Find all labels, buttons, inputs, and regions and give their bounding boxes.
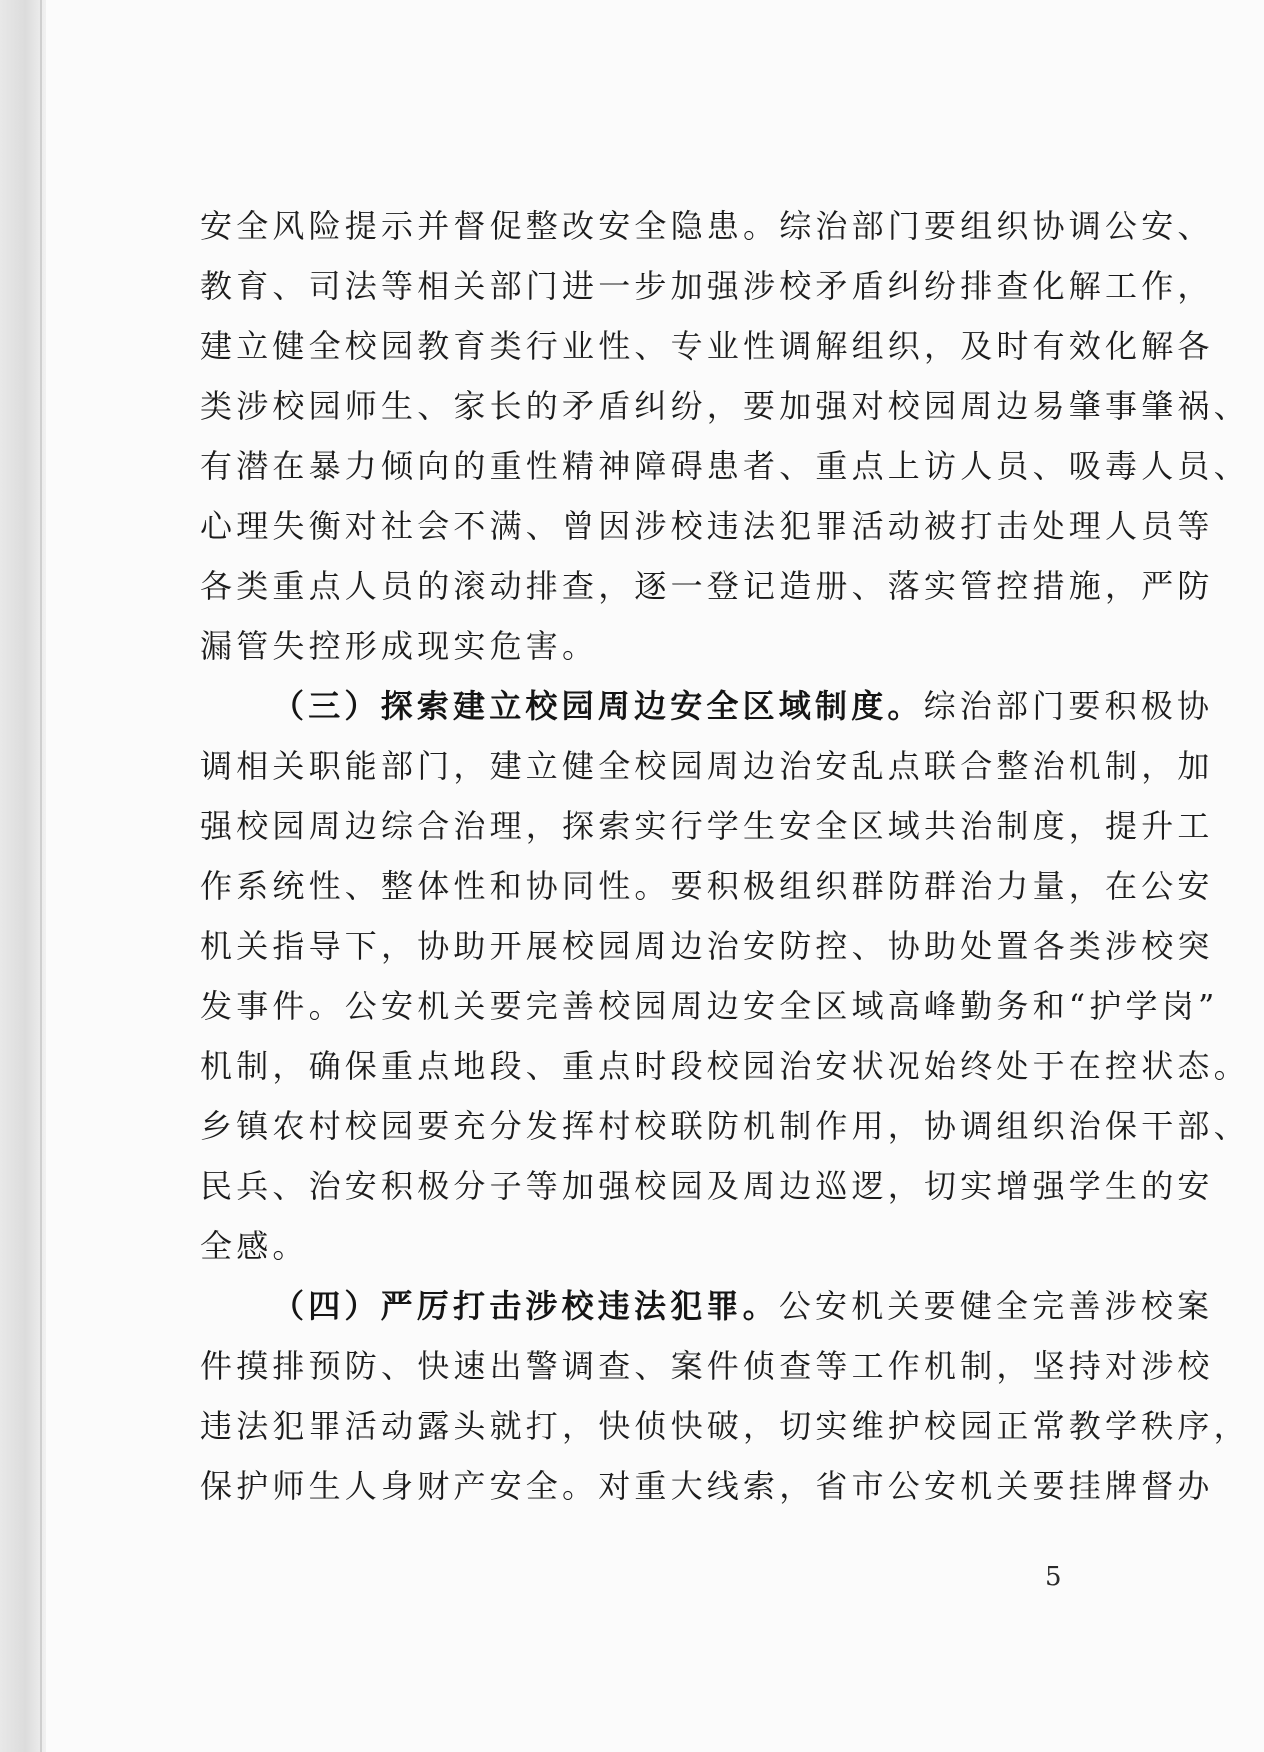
paragraph-line: 机关指导下，协助开展校园周边治安防控、协助处置各类涉校突 [200, 927, 1214, 965]
paragraph-line: 漏管失控形成现实危害。 [200, 627, 599, 665]
paragraph-line: 作系统性、整体性和协同性。要积极组织群防群治力量，在公安 [200, 867, 1214, 905]
paragraph-line: 机制，确保重点地段、重点时段校园治安状况始终处于在控状态。 [200, 1047, 1250, 1085]
section-3-first-line [200, 676, 1214, 736]
paragraph-line: 调相关职能部门，建立健全校园周边治安乱点联合整治机制，加 [200, 747, 1214, 785]
paragraph-line: 建立健全校园教育类行业性、专业性调解组织，及时有效化解各 [200, 327, 1214, 365]
section-3-heading: （三）探索建立校园周边安全区域制度。 [272, 687, 924, 725]
paragraph-line: 安全风险提示并督促整改安全隐患。综治部门要组织协调公安、 [200, 207, 1214, 245]
section-4-first-line [200, 1276, 1214, 1336]
scan-binding-line [40, 0, 42, 1752]
paragraph-line: 保护师生人身财产安全。对重大线索，省市公安机关要挂牌督办 [200, 1467, 1214, 1505]
section-3-first-line-text: 综治部门要积极协 [923, 687, 1214, 725]
paragraph-line: 各类重点人员的滚动排查，逐一登记造册、落实管控措施，严防 [200, 567, 1214, 605]
paragraph-line: 全感。 [200, 1227, 309, 1265]
paragraph-line: 类涉校园师生、家长的矛盾纠纷，要加强对校园周边易肇事肇祸、 [200, 387, 1250, 425]
section-4-first-line-text: 公安机关要健全完善涉校案 [778, 1287, 1214, 1325]
paragraph-line: 强校园周边综合治理，探索实行学生安全区域共治制度，提升工 [200, 807, 1214, 845]
paragraph-line: 违法犯罪活动露头就打，快侦快破，切实维护校园正常教学秩序， [200, 1407, 1250, 1445]
section-4-heading: （四）严厉打击涉校违法犯罪。 [272, 1287, 779, 1325]
paragraph-line: 乡镇农村校园要充分发挥村校联防机制作用，协调组织治保干部、 [200, 1107, 1250, 1145]
paragraph-line: 件摸排预防、快速出警调查、案件侦查等工作机制，坚持对涉校 [200, 1347, 1214, 1385]
paragraph-line: 教育、司法等相关部门进一步加强涉校矛盾纠纷排查化解工作， [200, 267, 1214, 305]
paragraph-line: 心理失衡对社会不满、曾因涉校违法犯罪活动被打击处理人员等 [200, 507, 1214, 545]
document-body [200, 196, 1250, 1516]
paragraph-line: 民兵、治安积极分子等加强校园及周边巡逻，切实增强学生的安 [200, 1167, 1214, 1205]
page-number: 5 [1045, 1562, 1062, 1592]
paragraph-line: 发事件。公安机关要完善校园周边安全区域高峰勤务和“护学岗” [200, 987, 1219, 1025]
paragraph-line: 有潜在暴力倾向的重性精神障碍患者、重点上访人员、吸毒人员、 [200, 447, 1250, 485]
